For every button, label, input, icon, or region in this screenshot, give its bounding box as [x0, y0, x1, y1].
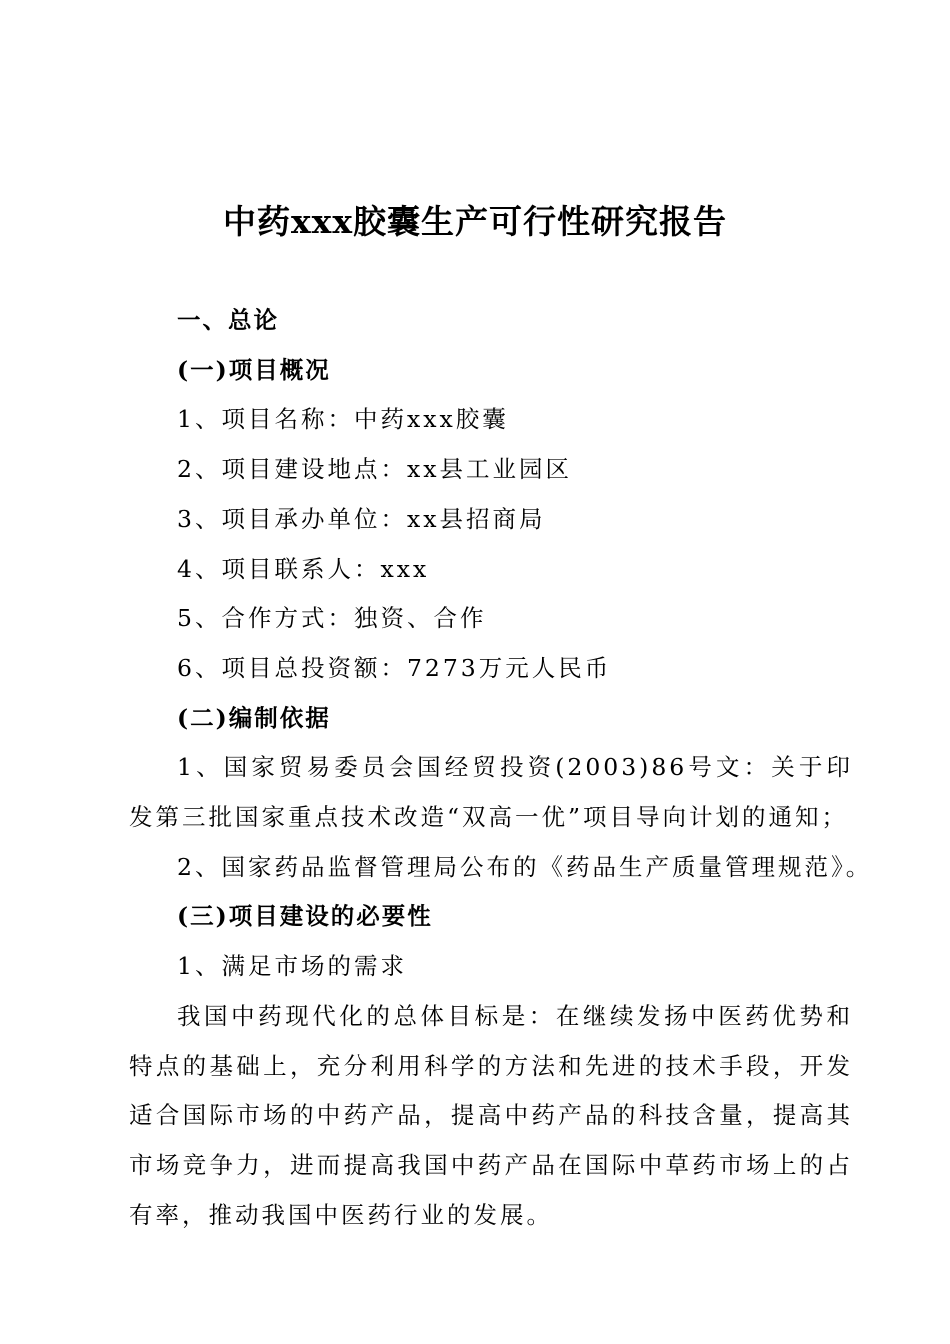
necessity-paragraph: 我国中药现代化的总体目标是：在继续发扬中医药优势和特点的基础上，充分利用科学的方法和先进的技术手段，开发适合国际市场的中药产品，提高中药产品的科技含量，提高其市场竞争力，进而提高我国中药产品在国际中草药市场上的占有率，推动我国中医药行业的发展。 [129, 1001, 853, 1229]
subsection-heading-basis: (二)编制依据 [177, 703, 331, 732]
subsection-heading-necessity: (三)项目建设的必要性 [177, 902, 433, 931]
document-body [129, 296, 873, 1240]
overview-item-location: 2、项目建设地点：xx县工业园区 [177, 455, 572, 484]
document-title: 中药xxx胶囊生产可行性研究报告 [222, 202, 728, 241]
subsection-heading-overview: (一)项目概况 [177, 355, 331, 384]
overview-item-organizer: 3、项目承办单位：xx县招商局 [177, 504, 546, 533]
overview-item-cooperation: 5、合作方式：独资、合作 [177, 604, 487, 633]
basis-item-gmp: 2、国家药品监督管理局公布的《药品生产质量管理规范》。 [177, 852, 873, 881]
overview-item-name: 1、项目名称：中药xxx胶囊 [177, 405, 509, 434]
section-heading-general: 一、总论 [177, 306, 279, 334]
basis-item-document: 1、国家贸易委员会国经贸投资(2003)86号文：关于印发第三批国家重点技术改造“双高一优”项目导向计划的通知； [129, 753, 853, 832]
necessity-item-market: 1、满足市场的需求 [177, 952, 407, 981]
overview-item-investment: 6、项目总投资额：7273万元人民币 [177, 653, 612, 682]
overview-item-contact: 4、项目联系人：xxx [177, 554, 430, 583]
